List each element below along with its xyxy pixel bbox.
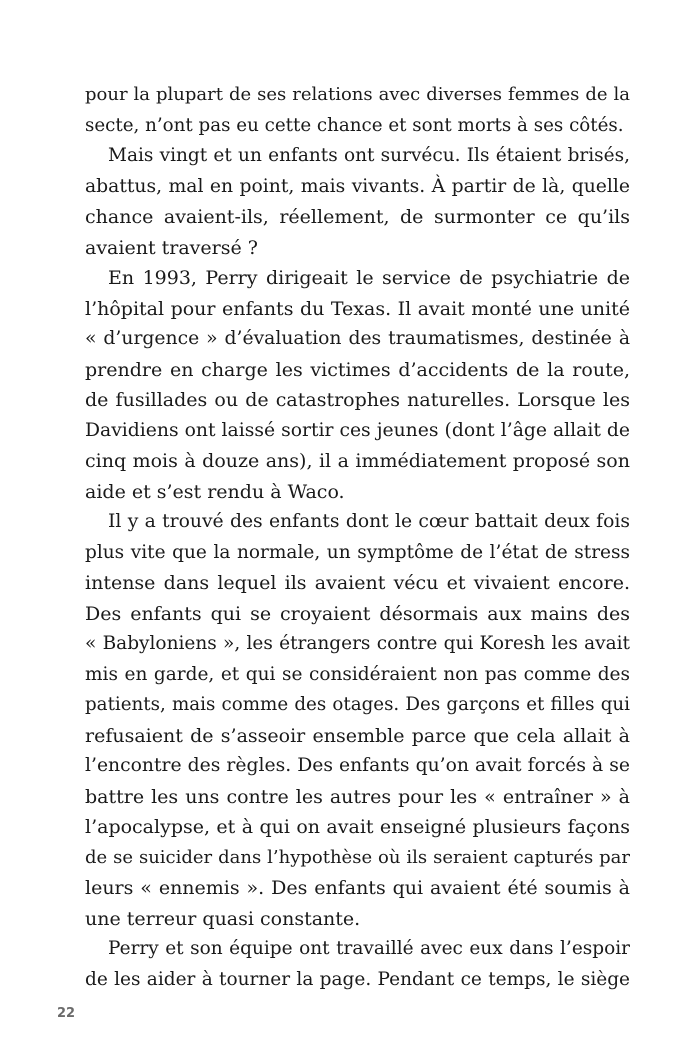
paragraph-2 [85,141,630,263]
text-line: aide et s’est rendu à Waco. [85,480,345,503]
page-body [85,80,630,995]
text-line: l’encontre des règles. Des enfants qu’on avait forcés à se [85,755,630,776]
paragraph-5 [85,934,630,995]
text-line: Mais vingt et un enfants ont survécu. Ils étaient brisés, [108,145,630,166]
text-line: plus vite que la normale, un symptôme de l’état de stress [85,541,630,563]
paragraph-3 [85,263,630,507]
text-line: une terreur quasi constante. [85,907,361,930]
text-line: Il y a trouvé des enfants dont le cœur battait deux fois [108,511,630,532]
text-line: « d’urgence » d’évaluation des traumatismes, destinée à [85,328,630,349]
text-line: de les aider à tourner la page. Pendant ce temps, le siège [85,968,630,990]
text-line: Des enfants qui se croyaient désormais aux mains des [85,602,630,625]
text-line: intense dans lequel ils avaient vécu et vivaient encore. [85,572,630,594]
text-line: « Babyloniens », les étrangers contre qui Koresh les avait [85,633,630,654]
text-line: de se suicider dans l’hypothèse où ils seraient capturés par [85,846,630,868]
text-line: avaient traversé ? [85,236,258,259]
text-line: l’hôpital pour enfants du Texas. Il avait monté une unité [85,297,630,320]
text-line: l’apocalypse, et à qui on avait enseigné plusieurs façons [85,816,630,838]
text-line: Davidiens ont laissé sortir ces jeunes (dont l’âge allait de [85,419,630,441]
text-line: battre les uns contre les autres pour les « entraîner » à [85,785,630,808]
paragraph-4 [85,507,630,934]
text-line: refusaient de s’asseoir ensemble parce que cela allait à [85,724,630,747]
text-line: patients, mais comme des otages. Des garçons et filles qui [85,694,630,715]
text-line: mis en garde, et qui se considéraient non pas comme des [85,663,630,685]
text-line: Perry et son équipe ont travaillé avec eux dans l’espoir [108,938,630,959]
text-line: pour la plupart de ses relations avec diverses femmes de la [85,84,630,105]
paragraph-1 [85,80,630,141]
text-line: prendre en charge les victimes d’accidents de la route, [85,358,630,381]
text-line: abattus, mal en point, mais vivants. À partir de là, quelle [85,175,630,197]
text-line: cinq mois à douze ans), il a immédiatement proposé son [85,450,630,472]
text-line: En 1993, Perry dirigeait le service de psychiatrie de [108,267,630,289]
text-line: leurs « ennemis ». Des enfants qui avaient été soumis à [85,877,630,899]
text-line: secte, n’ont pas eu cette chance et sont morts à ses côtés. [85,114,624,136]
text-line: de fusillades ou de catastrophes naturelles. Lorsque les [85,389,630,411]
page-number: 22 [57,1006,76,1021]
text-line: chance avaient-ils, réellement, de surmonter ce qu’ils [85,206,630,228]
